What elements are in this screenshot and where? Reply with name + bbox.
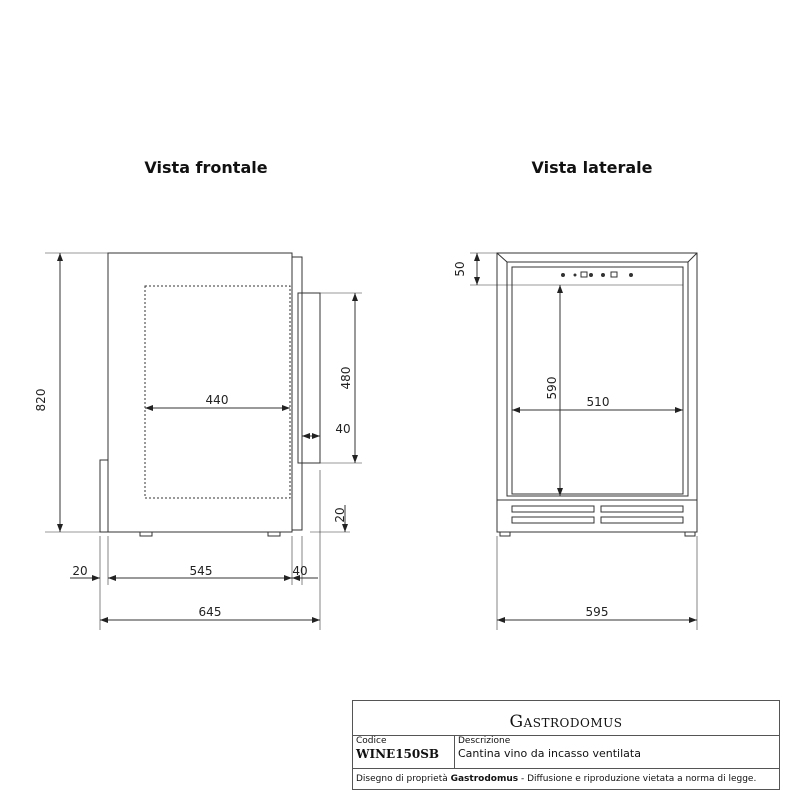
side-view — [470, 253, 697, 630]
dim-door: 40 — [292, 564, 308, 578]
copyright-notice — [353, 769, 779, 790]
brand-logo: Gastrodomus — [353, 701, 779, 736]
dim-inner-width: 440 — [205, 393, 229, 407]
front-view-title: Vista frontale — [144, 158, 268, 177]
dim-top-panel: 50 — [453, 261, 467, 277]
description-label: Descrizione — [458, 736, 511, 746]
dim-door-height: 480 — [339, 366, 353, 390]
footer-brand: Gastrodomus — [450, 774, 519, 784]
dim-handle-depth: 40 — [335, 422, 351, 436]
dim-side-inner-width: 510 — [586, 395, 610, 409]
code-label: Codice — [356, 736, 387, 746]
dim-height: 820 — [34, 388, 48, 412]
dim-inner-height: 590 — [545, 376, 559, 400]
side-view-title: Vista laterale — [531, 158, 653, 177]
footer-text: Disegno di proprietà — [356, 774, 451, 784]
dim-total-width: 595 — [585, 605, 609, 619]
title-block — [352, 700, 780, 790]
product-description: Cantina vino da incasso ventilata — [458, 747, 641, 760]
product-code: WINE150SB — [356, 747, 440, 761]
footer-text-end: - Diffusione e riproduzione vietata a norma di legge. — [518, 774, 757, 784]
dim-plinth: 20 — [72, 564, 88, 578]
dim-foot: 20 — [333, 507, 347, 523]
dim-body-depth: 545 — [189, 564, 213, 578]
dim-total-depth: 645 — [198, 605, 222, 619]
